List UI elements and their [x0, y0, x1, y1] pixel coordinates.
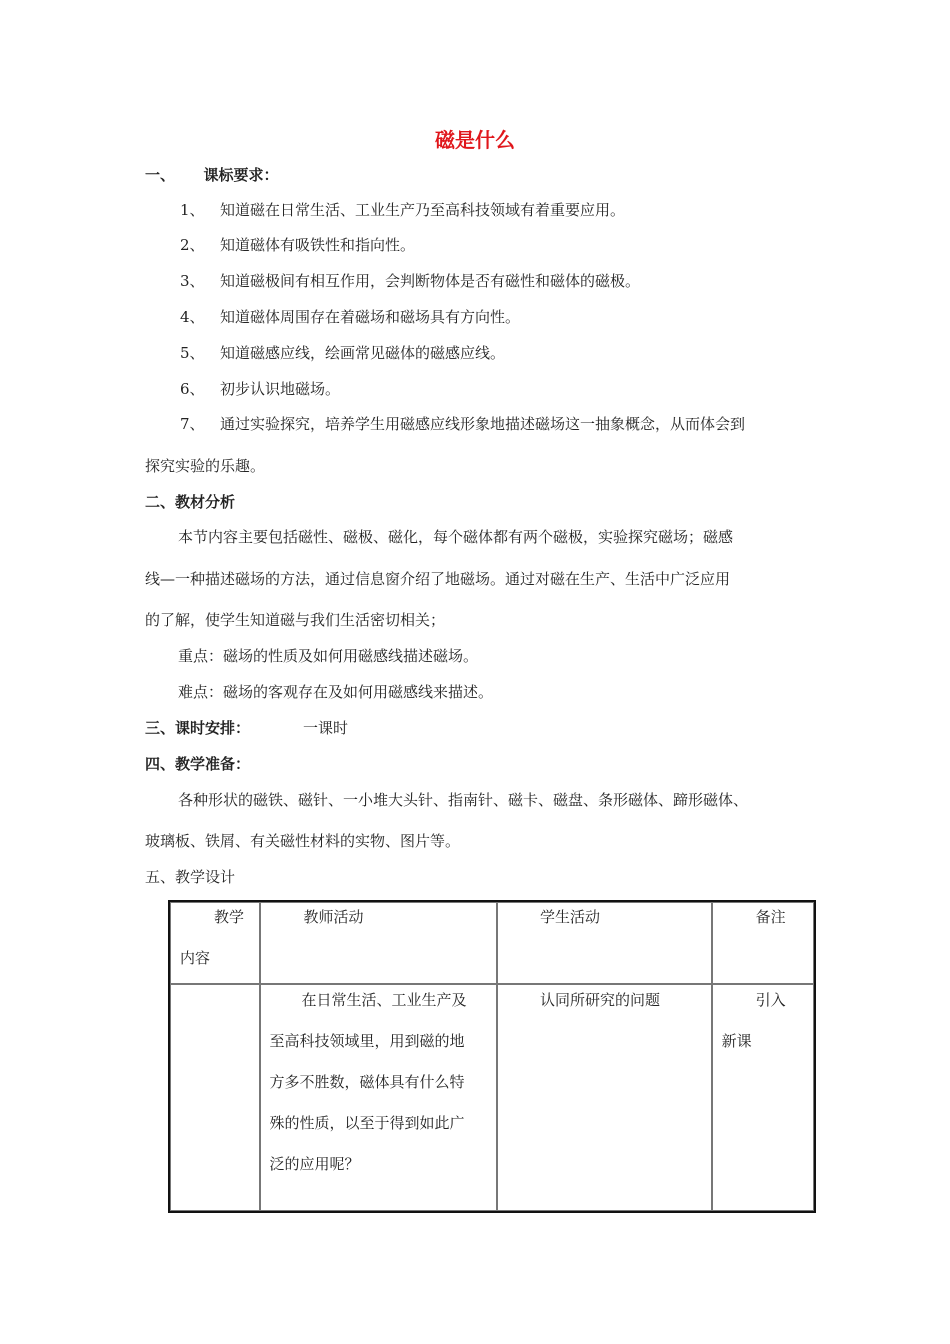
cell-note — [712, 984, 814, 1211]
teacher-activity-line: 泛的应用呢？ — [269, 1155, 360, 1173]
list-item-text: 知道磁极间有相互作用，会判断物体是否有磁性和磁体的磁极。 — [220, 272, 641, 290]
materials-line: 各种形状的磁铁、磁针、一小堆大头针、指南针、磁卡、磁盘、条形磁体、蹄形磁体、 — [178, 791, 749, 809]
cell-teacher-activity — [260, 984, 497, 1211]
paragraph-line: 的了解，使学生知道磁与我们生活密切相关； — [145, 611, 446, 629]
section-4-heading: 四、教学准备： — [145, 755, 251, 773]
list-item — [180, 271, 641, 291]
list-item-text: 初步认识地磁场。 — [220, 380, 341, 398]
header-content-line: 教学 — [214, 908, 245, 926]
list-item-text: 知道磁体有吸铁性和指向性。 — [220, 236, 416, 254]
section-1-title: 课标要求： — [203, 166, 279, 184]
table-header-row — [170, 902, 814, 984]
note-line: 引入 — [755, 991, 786, 1009]
list-item-number: 6、 — [180, 380, 205, 398]
teacher-activity-line: 方多不胜数，磁体具有什么特 — [269, 1073, 465, 1091]
header-note — [712, 902, 814, 984]
difficulty-point: 难点：磁场的客观存在及如何用磁感线来描述。 — [178, 683, 494, 701]
section-1-number: 一、 — [145, 166, 176, 184]
list-item-text: 通过实验探究，培养学生用磁感应线形象地描述磁场这一抽象概念，从而体会到 — [220, 415, 746, 433]
list-item-number: 4、 — [180, 308, 205, 326]
header-teaching-content — [170, 902, 260, 984]
list-item — [180, 307, 521, 327]
header-student-label: 学生活动 — [539, 908, 600, 926]
teaching-design-table — [168, 900, 816, 1213]
cell-student-activity — [497, 984, 712, 1211]
list-item-number: 1、 — [180, 201, 205, 219]
header-teacher-activity — [260, 902, 497, 984]
list-item — [180, 379, 341, 399]
list-item-number: 5、 — [180, 344, 205, 362]
list-item-number: 7、 — [180, 415, 205, 433]
class-hours-value: 一课时 — [303, 719, 349, 737]
list-item-text: 知道磁体周围存在着磁场和磁场具有方向性。 — [220, 308, 521, 326]
header-student-activity — [497, 902, 712, 984]
document-title: 磁是什么 — [435, 128, 515, 152]
list-item-text: 知道磁在日常生活、工业生产乃至高科技领域有着重要应用。 — [220, 201, 626, 219]
list-item — [180, 343, 506, 363]
list-item — [180, 414, 746, 434]
list-item-text: 知道磁感应线，绘画常见磁体的磁感应线。 — [220, 344, 506, 362]
key-point: 重点：磁场的性质及如何用磁感线描述磁场。 — [178, 647, 479, 665]
teacher-activity-line: 殊的性质，以至于得到如此广 — [269, 1114, 465, 1132]
student-activity-text: 认同所研究的问题 — [539, 991, 660, 1009]
header-content-line: 内容 — [180, 949, 211, 967]
teacher-activity-line: 至高科技领域里，用到磁的地 — [269, 1032, 465, 1050]
header-note-label: 备注 — [755, 908, 786, 926]
cell-content — [170, 984, 260, 1211]
list-item — [180, 235, 416, 255]
list-item — [180, 200, 626, 220]
list-item-continuation: 探究实验的乐趣。 — [145, 457, 266, 475]
section-3-heading: 三、课时安排： — [145, 719, 251, 737]
teacher-activity-line: 在日常生活、工业生产及 — [301, 991, 467, 1009]
paragraph-line: 本节内容主要包括磁性、磁极、磁化，每个磁体都有两个磁极，实验探究磁场；磁感 — [178, 528, 734, 546]
section-5-heading: 五、教学设计 — [145, 868, 236, 886]
paragraph-line: 线—一种描述磁场的方法，通过信息窗介绍了地磁场。通过对磁在生产、生活中广泛应用 — [145, 570, 731, 588]
table-row — [170, 984, 814, 1211]
header-teacher-label: 教师活动 — [303, 908, 364, 926]
section-2-heading: 二、教材分析 — [145, 493, 236, 511]
list-item-number: 2、 — [180, 236, 205, 254]
list-item-number: 3、 — [180, 272, 205, 290]
note-line: 新课 — [721, 1032, 752, 1050]
section-1-heading — [145, 165, 279, 185]
materials-line: 玻璃板、铁屑、有关磁性材料的实物、图片等。 — [145, 832, 461, 850]
